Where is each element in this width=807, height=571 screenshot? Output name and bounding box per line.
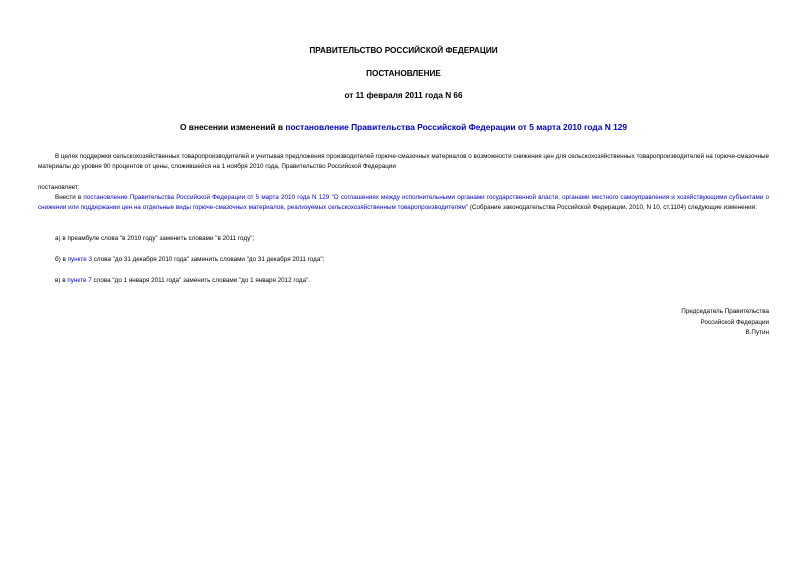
- amend-paragraph: [38, 193, 769, 213]
- item-c-prefix: в) в: [55, 277, 68, 284]
- item-a: [38, 234, 769, 244]
- title-link[interactable]: постановление Правительства Российской Федерации от 5 марта 2010 года N 129: [285, 122, 628, 132]
- item-c-suffix: слова "до 1 января 2011 года" заменить словами "до 1 января 2012 года".: [91, 277, 311, 284]
- doc-type-heading: ПОСТАНОВЛЕНИЕ: [366, 69, 441, 78]
- item-c: [38, 276, 769, 286]
- item-a-text: а) в преамбуле слова "в 2010 году" заменить словами "в 2011 году";: [55, 235, 255, 242]
- amend-suffix: (Собрание законодательства Российской Федерации, 2010, N 10, ст.1104) следующие изменения:: [468, 203, 757, 211]
- signature-line1: Председатель Правительства: [681, 308, 769, 315]
- title-prefix: О внесении изменений в: [179, 122, 286, 132]
- item-b-suffix: слова "до 31 декабря 2010 года" заменить словами "до 31 декабря 2011 года";: [92, 256, 325, 263]
- government-heading: ПРАВИТЕЛЬСТВО РОССИЙСКОЙ ФЕДЕРАЦИИ: [309, 46, 498, 55]
- signature-line2: Российской Федерации: [700, 319, 769, 326]
- item-c-link[interactable]: пункте 7: [67, 277, 92, 284]
- item-b-prefix: б) в: [55, 256, 68, 263]
- preamble-paragraph: [38, 152, 769, 172]
- resolves-text: постановляет:: [38, 184, 80, 191]
- item-b: [38, 255, 769, 265]
- document-title: [0, 122, 807, 132]
- amend-prefix: Внести в: [55, 194, 84, 201]
- preamble-text: В целях поддержки сельскохозяйственных товаропроизводителей и учитывая предложения производителей горюче-смазочных материалов о возможности снижения цен для сельскохозяйственных товаропроизводителей на горюче-смазочные материалы до уровня 90 процентов от цены, сложившейся на 1 ноября 2010 года, Правительство Российской Федерации: [38, 153, 769, 170]
- date-number-heading: от 11 февраля 2011 года N 66: [344, 91, 463, 100]
- signature-line3: В.Путин: [745, 329, 769, 336]
- item-b-link[interactable]: пункте 3: [67, 256, 92, 263]
- amend-link[interactable]: постановление Правительства Российской Федерации от 5 марта 2010 года N 129 "О соглашениях между исполнительными органами государственной власти, органами местного самоуправления и хозяйствующими субъектами о снижении или поддержании цен на отдельные виды горюче-смазочных материалов, реализуемых сельскохозяйственным товаропроизводителям": [38, 194, 769, 211]
